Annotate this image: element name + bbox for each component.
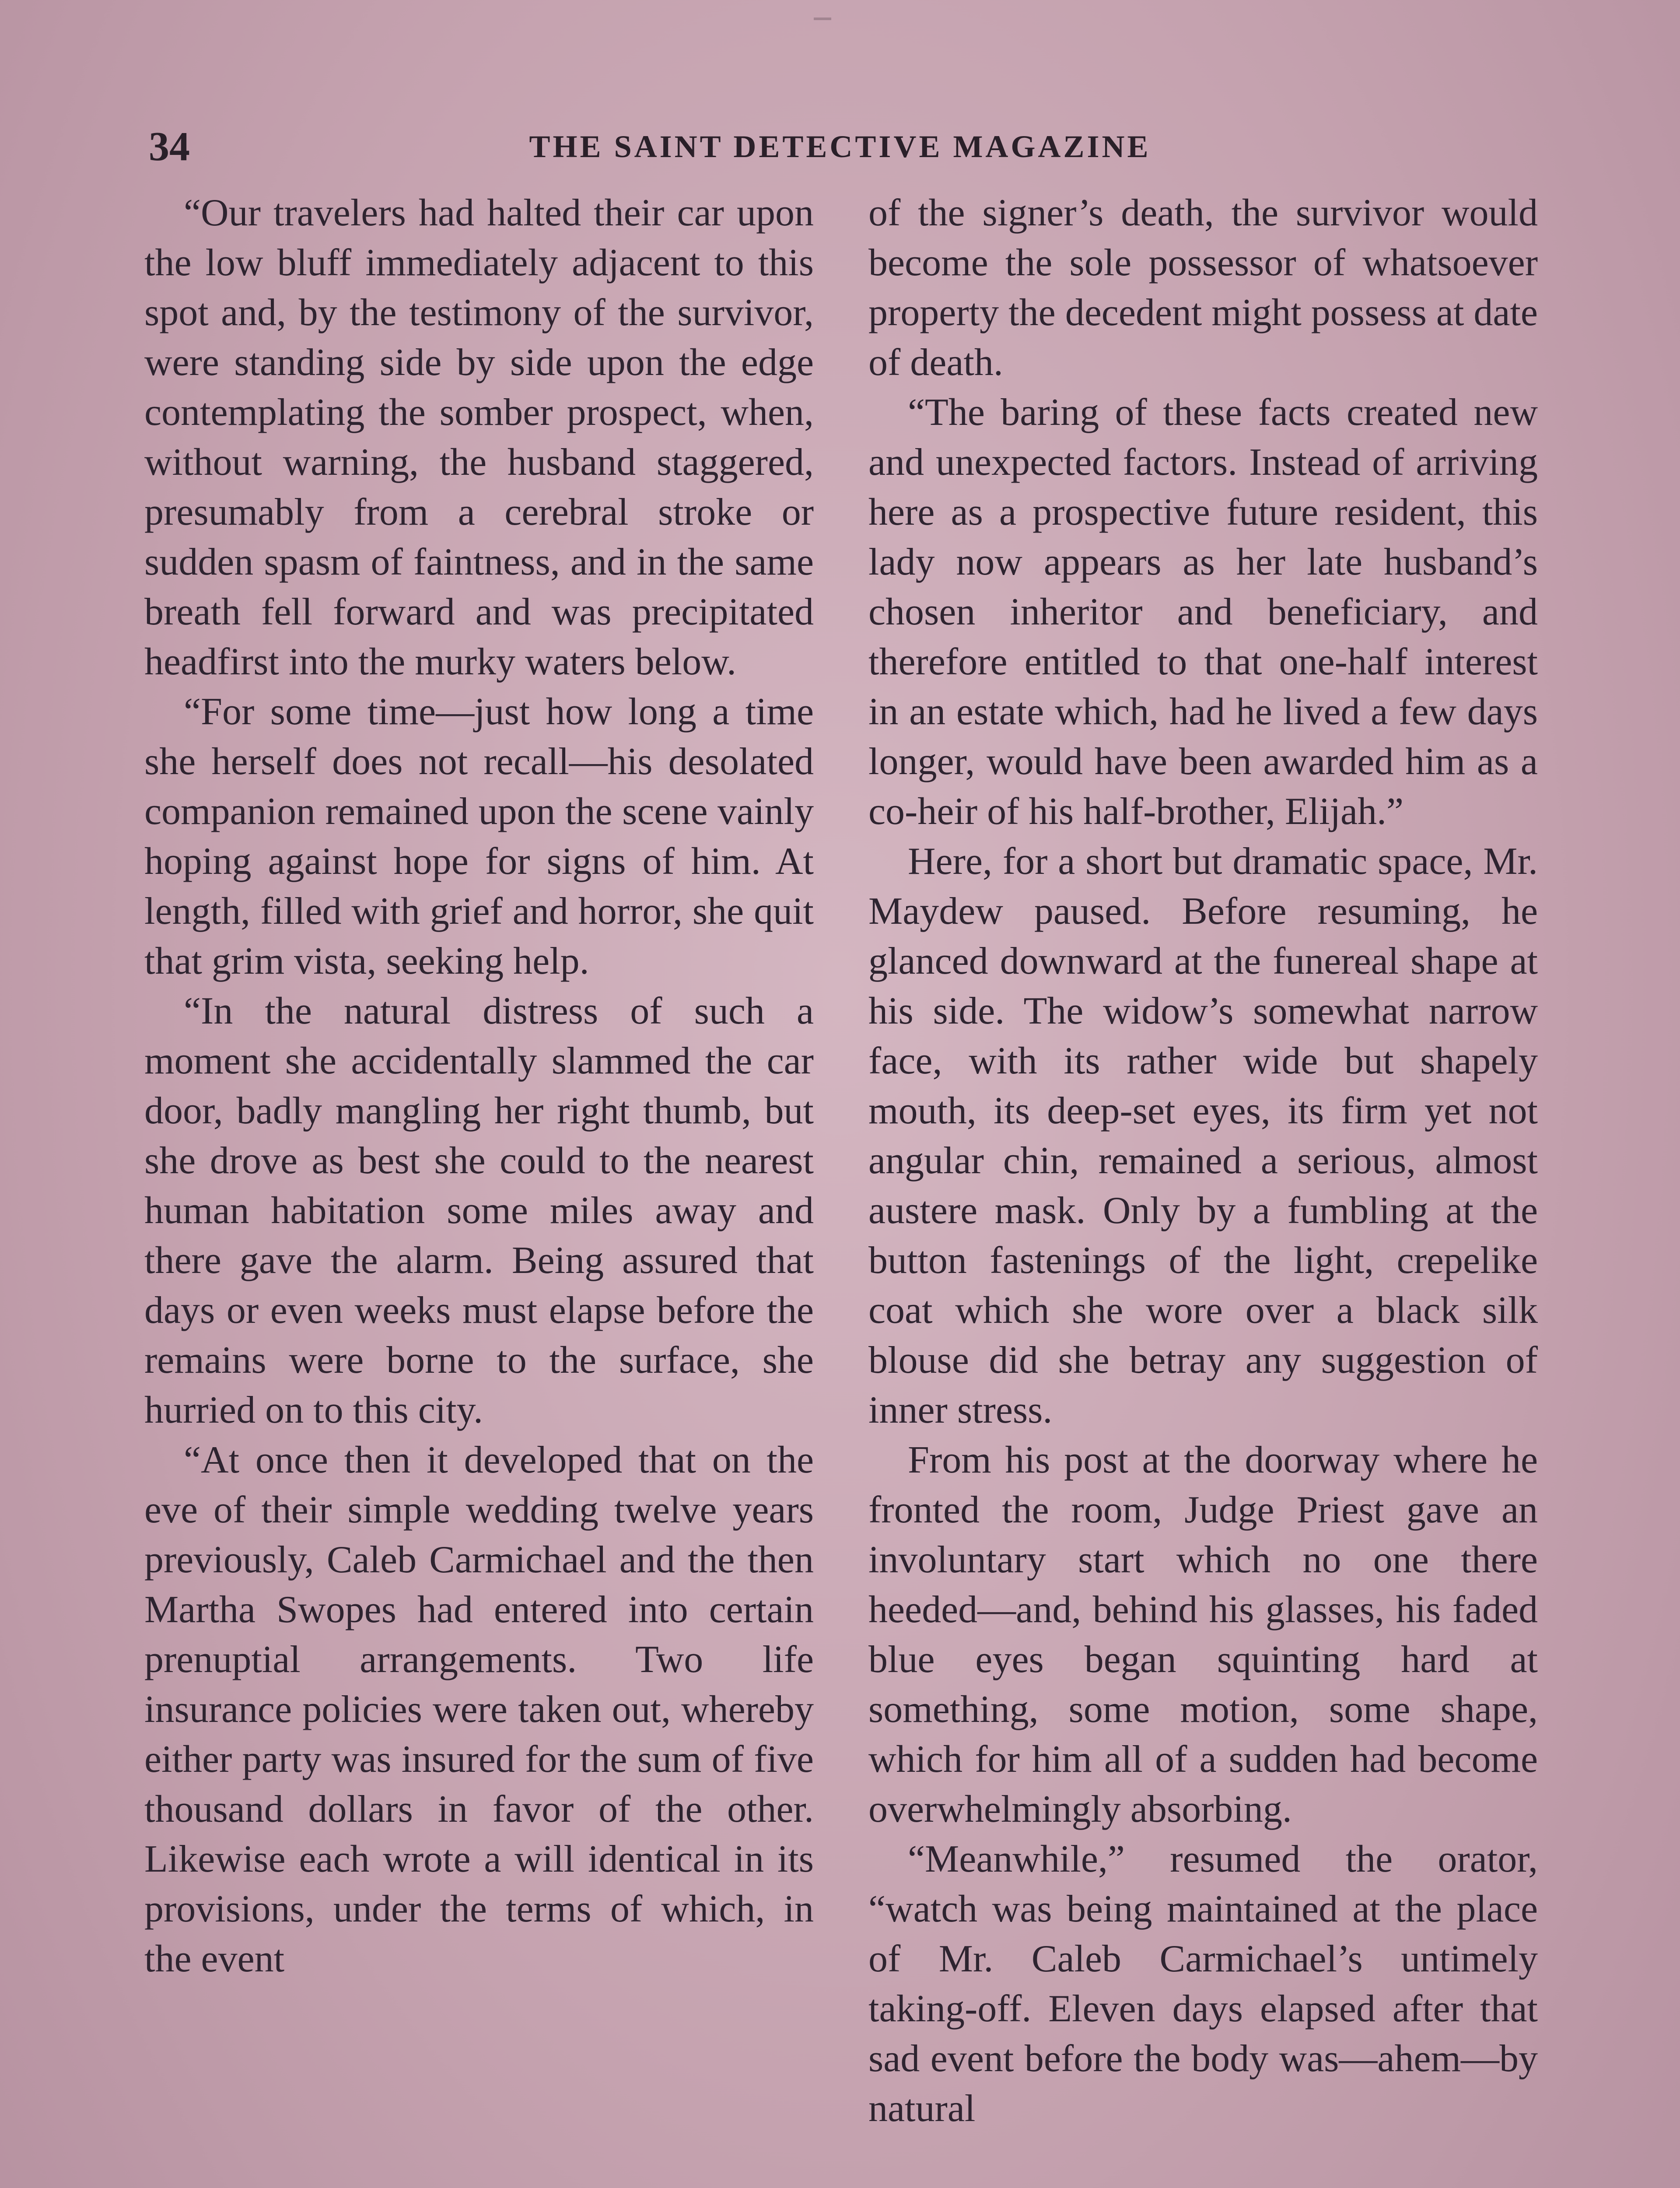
paragraph: “In the natural distress of such a moment she accidentally slammed the car door, badly mangling her right thumb, but she drove as best she could to the nearest human habitation some miles away and there gave the alarm. Being assured that days or even weeks must elapse before the remains were borne to the surface, she hurried on to this city.	[144, 990, 814, 1431]
page-number: 34	[149, 124, 190, 169]
paragraph: From his post at the doorway where he fronted the room, Judge Priest gave an involuntary start which no one there heeded—and, behind his glasses, his faded blue eyes began squinting hard at something, some motion, some shape, which for him all of a sudden had become overwhelmingly absorbing.	[868, 1439, 1538, 1830]
paragraph-continued: of the signer’s death, the survivor would become the sole possessor of whatsoever property the decedent might possess at date of death.	[868, 192, 1538, 384]
paragraph: “Our travelers had halted their car upon the low bluff immediately adjacent to this spot and, by the testimony of the survivor, were standing side by side upon the edge contemplating the somber prospect, when, without warning, the husband staggered, presumably from a cerebral stroke or sudden spasm of faintness, and in the same breath fell forward and was precipitated headfirst into the murky waters below.	[144, 192, 814, 683]
right-text-column	[868, 188, 1538, 2134]
paragraph: “The baring of these facts created new and unexpected factors. Instead of arriving here as a prospective future resident, this lady now appears as her late husband’s chosen inheritor and beneficiary, and therefore entitled to that one-half interest in an estate which, had he lived a few days longer, would have been awarded him as a co-heir of his half-brother, Elijah.”	[868, 391, 1538, 833]
left-text-column	[144, 188, 814, 1984]
paragraph: “At once then it developed that on the eve of their simple wedding twelve years previously, Caleb Carmichael and the then Martha Swopes had entered into certain prenuptial arrangements. Two life insurance policies were taken out, whereby either party was insured for the sum of five thousand dollars in favor of the other. Likewise each wrote a will identical in its provisions, under the terms of which, in the event	[144, 1439, 814, 1980]
running-title: THE SAINT DETECTIVE MAGAZINE	[529, 129, 1151, 164]
paragraph: “Meanwhile,” resumed the orator, “watch was being maintained at the place of Mr. Caleb Carmichael’s untimely taking-off. Eleven days elapsed after that sad event before the body was—ahem—by natural	[868, 1838, 1538, 2130]
print-mark	[814, 18, 831, 20]
page-header	[149, 120, 1531, 173]
paragraph: “For some time—just how long a time she herself does not recall—his desolated companion remained upon the scene vainly hoping against hope for signs of him. At length, filled with grief and horror, she quit that grim vista, seeking help.	[144, 691, 814, 982]
paragraph: Here, for a short but dramatic space, Mr. Maydew paused. Before resuming, he glanced downward at the funereal shape at his side. The widow’s somewhat narrow face, with its rather wide but shapely mouth, its deep-set eyes, its firm yet not angular chin, remained a serious, almost austere mask. Only by a fumbling at the button fastenings of the light, crepelike coat which she wore over a black silk blouse did she betray any suggestion of inner stress.	[868, 840, 1538, 1431]
